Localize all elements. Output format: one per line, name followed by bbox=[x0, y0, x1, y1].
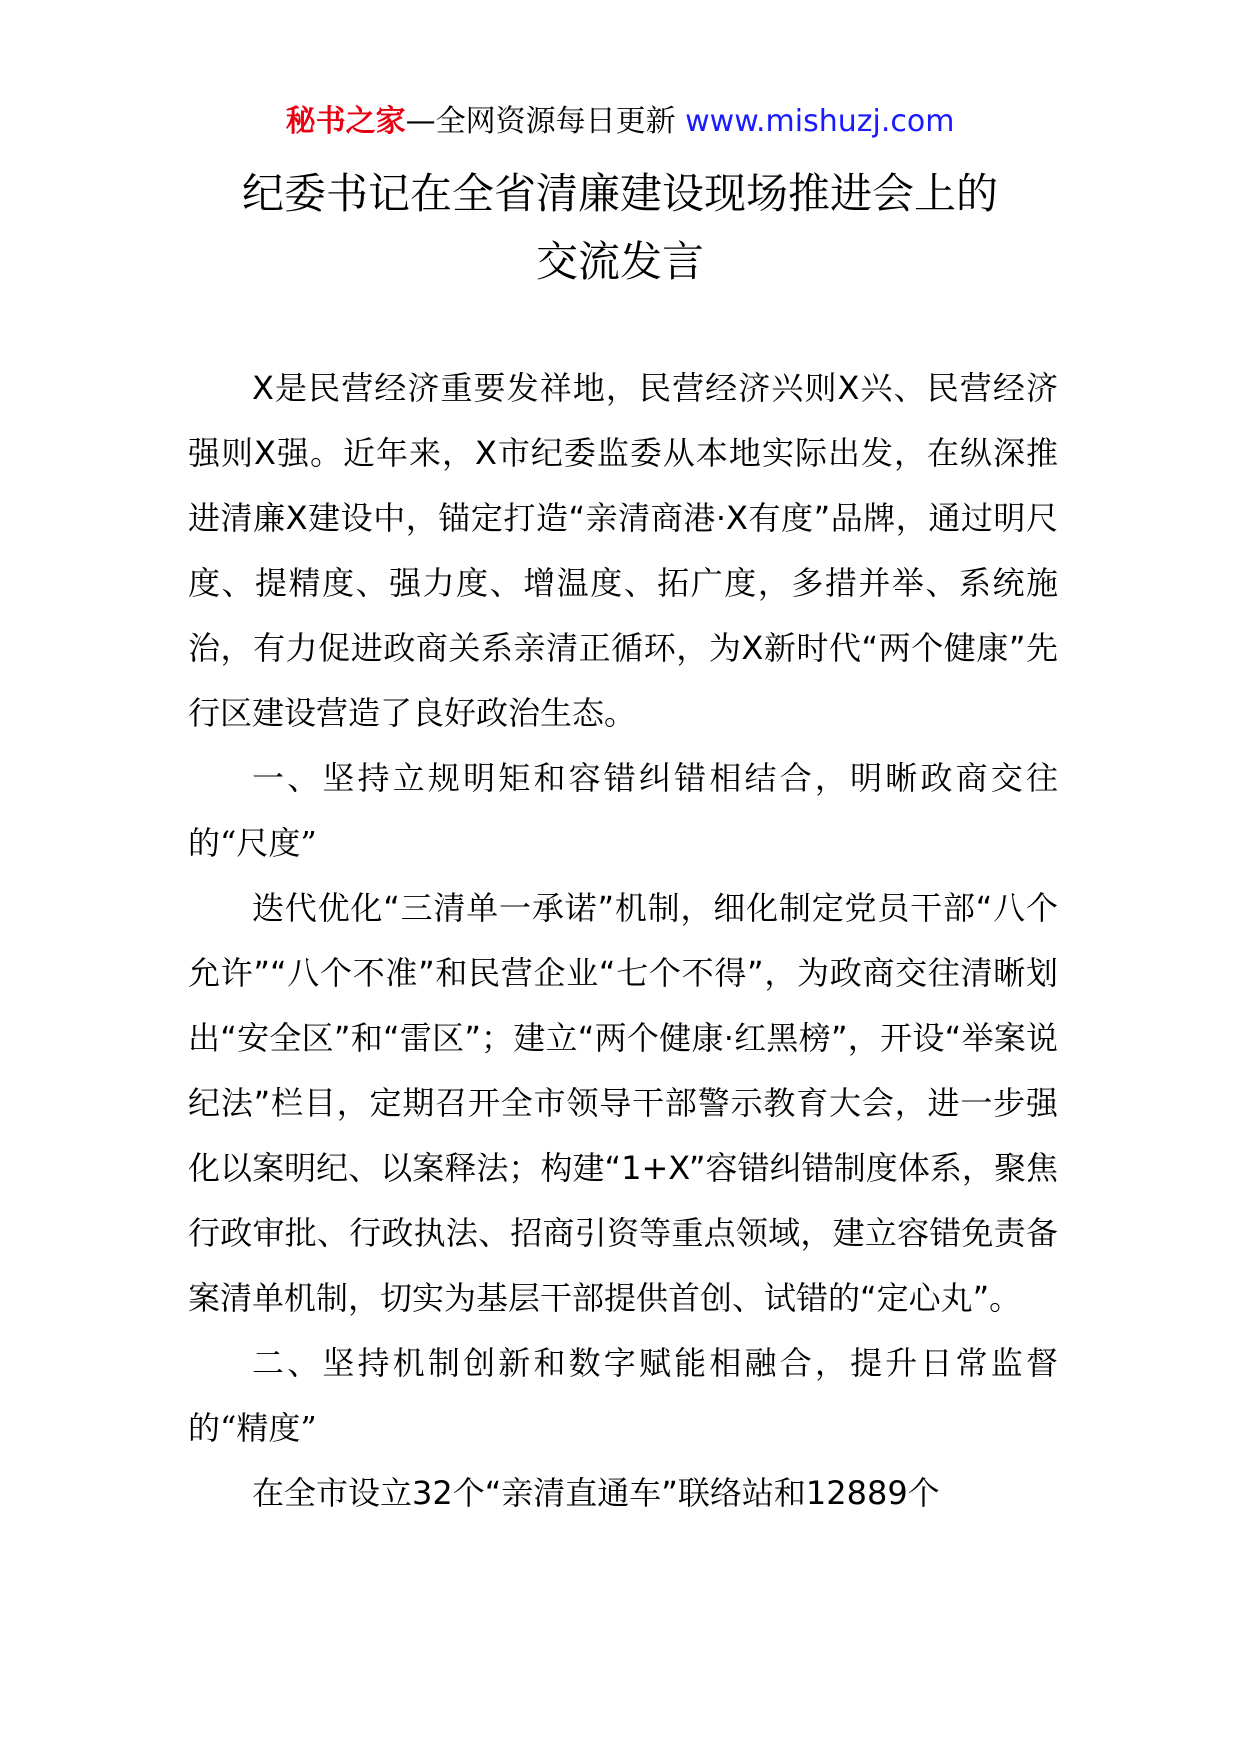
header-tagline: —全网资源每日更新 bbox=[405, 104, 686, 139]
paragraph-section-2: 在全市设立32个“亲清直通车”联络站和12889个 bbox=[252, 1474, 940, 1512]
paragraph-section-1: 迭代优化“三清单一承诺”机制，细化制定党员干部“八个允许”“八个不准”和民营企业“七个不得”，为政商交往清晰划出“安全区”和“雷区”；建立“两个健康·红黑榜”，开设“举案说纪法”栏目，定期召开全市领导干部警示教育大会，进一步强化以案明纪、以案释法；构建“1+X”容错纠错制度体系，聚焦行政审批、行政执法、招商引资等重点领域，建立容错免责备案清单机制，切实为基层干部提供首创、试错的“定心丸”。 bbox=[188, 889, 1058, 1317]
section-heading-2: 二、坚持机制创新和数字赋能相融合，提升日常监督的“精度” bbox=[188, 1344, 1058, 1447]
document-body bbox=[188, 356, 1058, 1526]
brand-name: 秘书之家 bbox=[285, 104, 406, 139]
document-title-line-1: 纪委书记在全省清廉建设现场推进会上的 bbox=[241, 169, 998, 218]
document-title bbox=[0, 160, 1240, 296]
document-title-line-2: 交流发言 bbox=[535, 237, 704, 286]
site-header bbox=[0, 100, 1240, 144]
site-url-link[interactable]: www.mishuzj.com bbox=[685, 104, 955, 139]
paragraph-intro: X是民营经济重要发祥地，民营经济兴则X兴、民营经济强则X强。近年来，X市纪委监委从本地实际出发，在纵深推进清廉X建设中，锚定打造“亲清商港·X有度”品牌，通过明尺度、提精度、强力度、增温度、拓广度，多措并举、系统施治，有力促进政商关系亲清正循环，为X新时代“两个健康”先行区建设营造了良好政治生态。 bbox=[188, 369, 1058, 732]
section-heading-1: 一、坚持立规明矩和容错纠错相结合，明晰政商交往的“尺度” bbox=[188, 759, 1058, 862]
